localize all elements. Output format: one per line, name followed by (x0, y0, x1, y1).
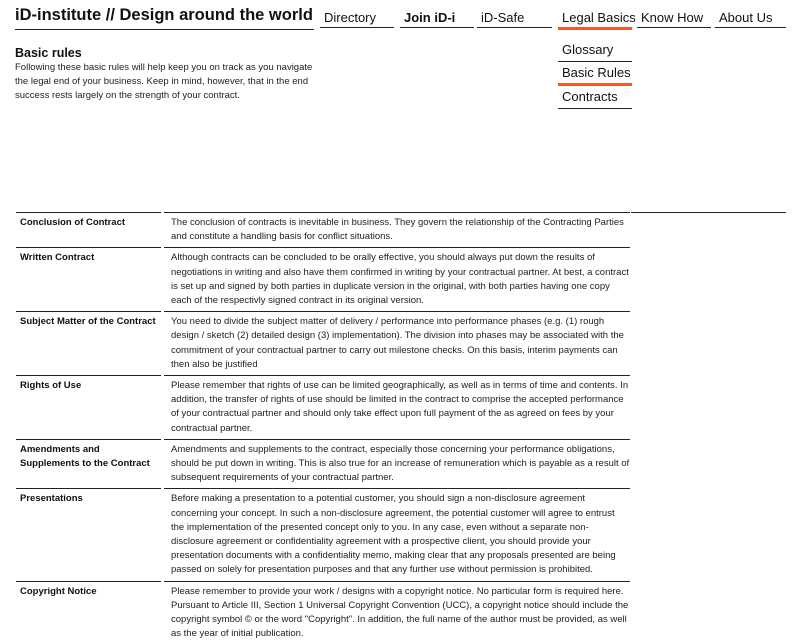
rule-row (16, 488, 630, 580)
rule-description: Please remember to provide your work / designs with a copyright notice. No particular form is required here. Pursuant to Article III, Section 1 Universal Copyright Convention (UCC), a copyright notice should include the copyright symbol © or the word "Copyright". In addition, the full name of the author must be provided, as well as the year of initial publication. (164, 581, 630, 644)
rule-row (16, 375, 630, 439)
nav-legal-basics[interactable]: Legal Basics (558, 8, 632, 30)
rule-term: Amendments and Supplements to the Contract (16, 439, 161, 489)
intro-text: Following these basic rules will help keep you on track as you navigate the legal end of your business. Keep in mind, however, that in the end success rests largely on the strength of your contract. (15, 62, 313, 102)
rules-list (16, 212, 630, 644)
nav-know-how[interactable]: Know How (637, 8, 711, 28)
rule-term: Presentations (16, 488, 161, 580)
subnav-glossary[interactable]: Glossary (558, 40, 632, 62)
rule-description: Amendments and supplements to the contract, especially those concerning your performance obligations, should be put down in writing. This is also true for an increase of remuneration which is payable as a result of subsequent requirements of your contractual partner. (164, 439, 630, 489)
nav-join-idi[interactable]: Join iD-i (400, 8, 474, 28)
rule-description: Although contracts can be concluded to be orally effective, you should always put down the results of negotiations in writing and also have them confirmed in writing by your contractual partner. At best, a contract is set up and signed by both parties in duplicate version in the original, with both parties having one copy each of the respectivly signed contract in its original version. (164, 247, 630, 311)
subnav-contracts[interactable]: Contracts (558, 87, 632, 109)
nav-about-us[interactable]: About Us (715, 8, 786, 28)
rule-term: Subject Matter of the Contract (16, 311, 161, 375)
rule-term: Written Contract (16, 247, 161, 311)
subnav-basic-rules[interactable]: Basic Rules (558, 63, 632, 86)
page-title: Basic rules (15, 46, 82, 60)
rule-term: Copyright Notice (16, 581, 161, 644)
rule-row (16, 212, 630, 247)
nav-directory[interactable]: Directory (320, 8, 394, 28)
rule-row (16, 311, 630, 375)
rule-description: Before making a presentation to a potential customer, you should sign a non-disclosure agreement concerning your concept. In such a non-disclosure agreement, the potential customer will agree to entrust the implementation of the presented concept only to you. In any case, even without a separate non-disclosure agreement or confidentiality agreement with a prospective client, you should provide your presentation documents with a confidentiality memo, making clear that any proposals presented are being passed on solely for presentation purposes and that any further use without permission is prohibited. (164, 488, 630, 580)
rule-row (16, 439, 630, 489)
rule-description: Please remember that rights of use can be limited geographically, as well as in terms of time and contents. In addition, the transfer of rights of use should be limited in the contract to comprise the accepted performance of your contractual partner and should only take effect upon full payment of the as agreed on fees by your contractual partner. (164, 375, 630, 439)
rule-description: The conclusion of contracts is inevitable in business. They govern the relationship of the Contracting Parties and constitute a handling basis for conflict situations. (164, 212, 630, 247)
nav-id-safe[interactable]: iD-Safe (477, 8, 552, 28)
right-column-divider (631, 212, 786, 213)
site-title[interactable]: iD-institute // Design around the world (15, 4, 314, 30)
rule-term: Conclusion of Contract (16, 212, 161, 247)
rule-description: You need to divide the subject matter of delivery / performance into performance phases (e.g. (1) rough design / sketch (2) detailed design (3) implementation). The division into phases may be associated with the commitment of your contractual partner to carry out milestone checks. On this basis, interim payments can then also be justified (164, 311, 630, 375)
rule-term: Rights of Use (16, 375, 161, 439)
rule-row (16, 247, 630, 311)
